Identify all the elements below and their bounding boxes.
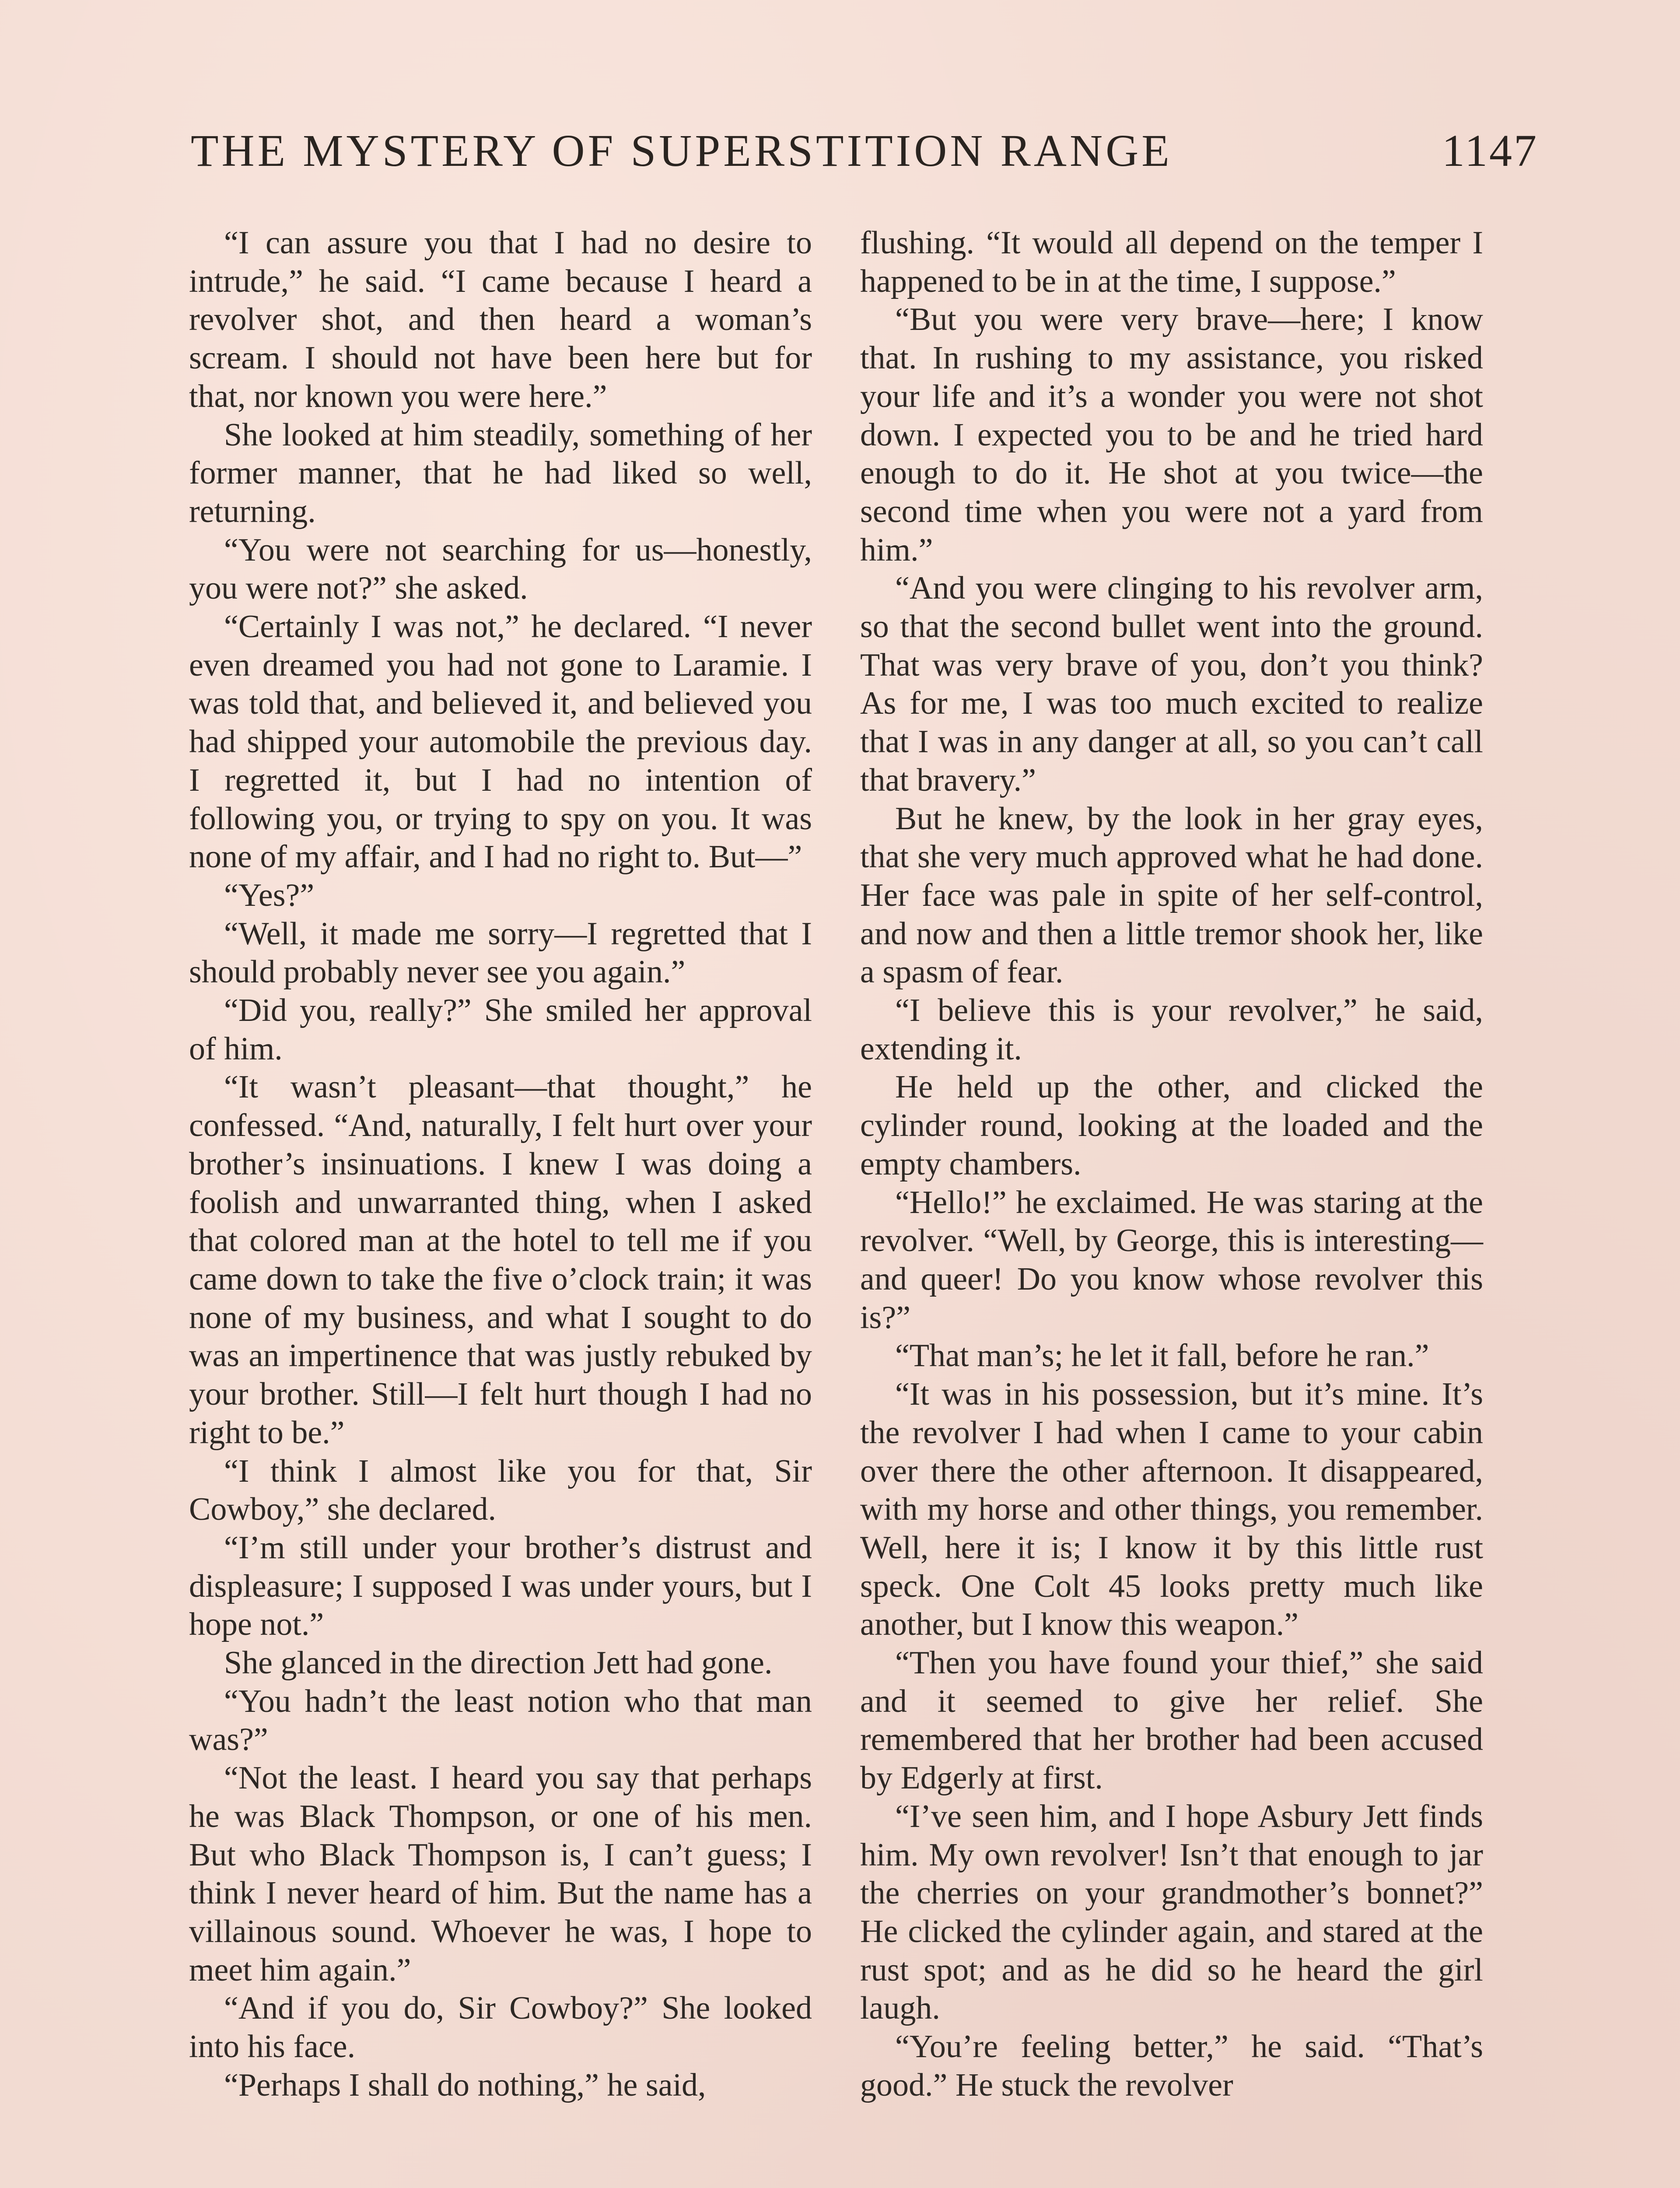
paragraph-continued: flushing. “It would all depend on the temper I happened to be in at the time, I suppose.” — [860, 225, 1483, 299]
left-column — [189, 224, 812, 2104]
paragraph: “But you were very brave—here; I know that. In rushing to my assistance, you risked your life and it’s a wonder you were not shot down. I expected you to be and he tried hard enough to do it. He shot at you twice—the second time when you were not a yard from him.” — [860, 302, 1483, 568]
page-title: THE MYSTERY OF SUPERSTITION RANGE — [191, 126, 1172, 176]
paragraph: “It was in his possession, but it’s mine. It’s the revolver I had when I came to your cabin over there the other afternoon. It disappeared, with my horse and other things, you remember. Well, here it is; I know it by this little rust speck. One Colt 45 looks pretty much like another, but I know this weapon.” — [860, 1376, 1483, 1643]
paragraph: “You hadn’t the least notion who that man was?” — [189, 1683, 812, 1758]
paragraph: “Certainly I was not,” he declared. “I never even dreamed you had not gone to Laramie. I was told that, and believed it, and believed you had shipped your automobile the previous day. I regretted it, but I had no intention of following you, or trying to spy on you. It was none of my affair, and I had no right to. But—” — [189, 609, 812, 875]
paragraph: “Hello!” he exclaimed. He was staring at the revolver. “Well, by George, this is interesting—and queer! Do you know whose revolver this is?” — [860, 1184, 1483, 1336]
paragraph: “It wasn’t pleasant—that thought,” he confessed. “And, naturally, I felt hurt over your brother’s insinuations. I knew I was doing a foolish and unwarranted thing, when I asked that colored man at the hotel to tell me if you came down to take the five o’clock train; it was none of my business, and what I sought to do was an impertinence that was justly rebuked by your brother. Still—I felt hurt though I had no right to be.” — [189, 1069, 812, 1451]
paragraph: She looked at him steadily, something of her former manner, that he had liked so well, returning. — [189, 417, 812, 529]
paragraph: But he knew, by the look in her gray eyes, that she very much approved what he had done. Her face was pale in spite of her self-control, and now and then a little tremor shook her, like a spasm of fear. — [860, 800, 1483, 990]
running-head — [191, 125, 1538, 186]
paragraph: “I believe this is your revolver,” he said, extending it. — [860, 992, 1483, 1067]
paragraph: “And you were clinging to his revolver arm, so that the second bullet went into the ground. That was very brave of you, don’t you think? As for me, I was too much excited to realize that I was in any danger at all, so you can’t call that bravery.” — [860, 570, 1483, 798]
paragraph: “I can assure you that I had no desire to intrude,” he said. “I came because I heard a revolver shot, and then heard a woman’s scream. I should not have been here but for that, nor known you were here.” — [189, 225, 812, 414]
paragraph: “I’m still under your brother’s distrust and displeasure; I supposed I was under yours, but I hope not.” — [189, 1529, 812, 1643]
paragraph: “Then you have found your thief,” she said and it seemed to give her relief. She remembered that her brother had been accused by Edgerly at first. — [860, 1645, 1483, 1796]
paragraph: “That man’s; he let it fall, before he ran.” — [895, 1338, 1429, 1374]
paragraph: “I’ve seen him, and I hope Asbury Jett finds him. My own revolver! Isn’t that enough to jar the cherries on your grandmother’s bonnet?” He clicked the cylinder again, and stared at the rust spot; and as he did so he heard the girl laugh. — [860, 1798, 1483, 2027]
paragraph: “Not the least. I heard you say that perhaps he was Black Thompson, or one of his men. But who Black Thompson is, I can’t guess; I think I never heard of him. But the name has a villainous sound. Whoever he was, I hope to meet him again.” — [189, 1760, 812, 1988]
paragraph: “And if you do, Sir Cowboy?” She looked into his face. — [189, 1990, 812, 2065]
paragraph: “You were not searching for us—honestly, you were not?” she asked. — [189, 532, 812, 607]
paragraph: “I think I almost like you for that, Sir Cowboy,” she declared. — [189, 1453, 812, 1528]
page-number: 1147 — [1442, 126, 1538, 176]
paragraph: She glanced in the direction Jett had gone. — [224, 1645, 773, 1681]
paragraph: He held up the other, and clicked the cylinder round, looking at the loaded and the empty chambers. — [860, 1069, 1483, 1182]
paragraph: “Well, it made me sorry—I regretted that I should probably never see you again.” — [189, 915, 812, 990]
paragraph: “Did you, really?” She smiled her approval of him. — [189, 992, 812, 1067]
paragraph: “You’re feeling better,” he said. “That’s good.” He stuck the revolver — [860, 2029, 1483, 2103]
paragraph: “Yes?” — [224, 877, 315, 913]
paragraph: “Perhaps I shall do nothing,” he said, — [224, 2067, 706, 2103]
right-column — [860, 224, 1483, 2104]
